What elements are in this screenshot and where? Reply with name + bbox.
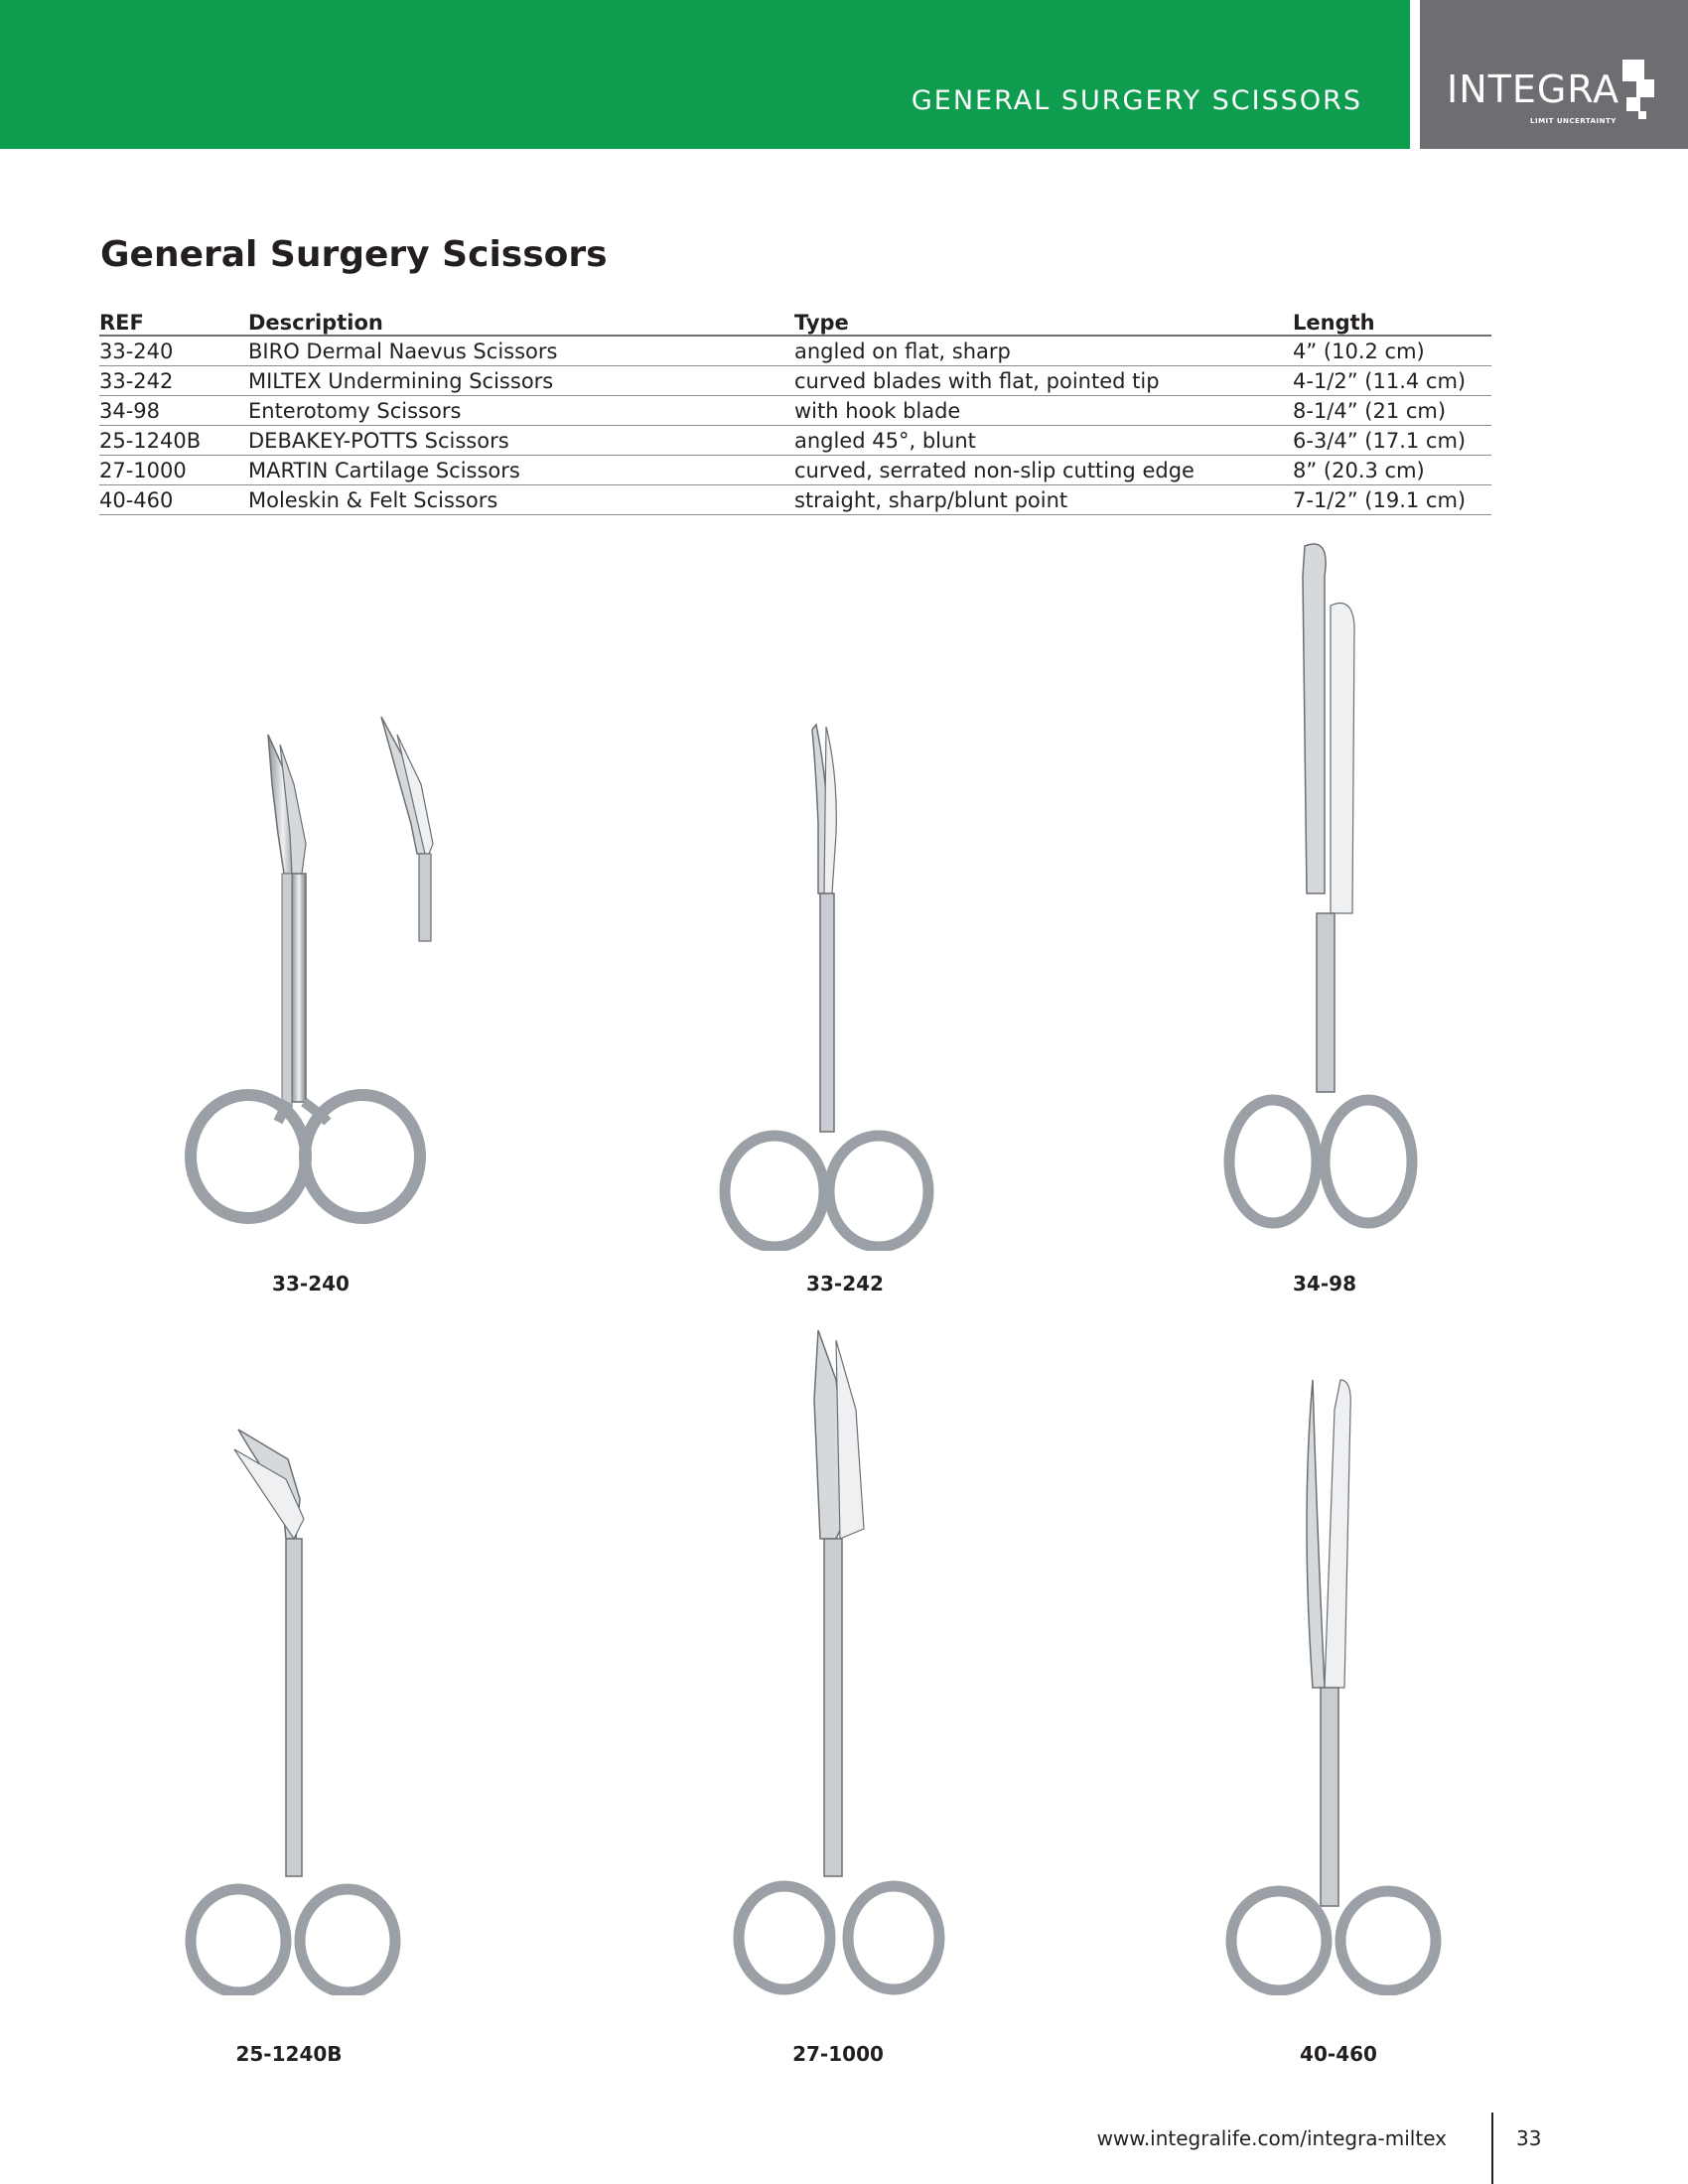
section-label: GENERAL SURGERY SCISSORS — [911, 85, 1362, 116]
scissors-33-242-image — [715, 715, 953, 1251]
page-title: General Surgery Scissors — [100, 234, 608, 275]
product-caption: 27-1000 — [792, 2042, 884, 2066]
cell-type: curved blades with flat, pointed tip — [794, 366, 1293, 396]
cell-description: BIRO Dermal Naevus Scissors — [248, 336, 794, 366]
product-caption: 25-1240B — [235, 2042, 343, 2066]
cell-type: angled on flat, sharp — [794, 336, 1293, 366]
page-number: 33 — [1516, 2126, 1542, 2150]
table-header-row — [99, 308, 1491, 336]
table-row — [99, 396, 1491, 426]
spec-table — [99, 308, 1491, 515]
table-row — [99, 426, 1491, 456]
column-header-length: Length — [1293, 308, 1491, 336]
cell-length: 8” (20.3 cm) — [1293, 456, 1491, 485]
product-caption: 34-98 — [1293, 1272, 1356, 1296]
column-header-ref: REF — [99, 308, 248, 336]
logo-tagline: LIMIT UNCERTAINTY — [1530, 117, 1617, 125]
cell-type: angled 45°, blunt — [794, 426, 1293, 456]
table-row — [99, 456, 1491, 485]
cell-length: 8-1/4” (21 cm) — [1293, 396, 1491, 426]
cell-description: Enterotomy Scissors — [248, 396, 794, 426]
cell-type: curved, serrated non-slip cutting edge — [794, 456, 1293, 485]
header-banner — [0, 0, 1410, 149]
cell-ref: 25-1240B — [99, 426, 248, 456]
scissors-25-1240B-image — [179, 1420, 417, 1995]
column-header-description: Description — [248, 308, 794, 336]
integra-logo: INTEGRA — [1447, 68, 1620, 111]
cell-description: Moleskin & Felt Scissors — [248, 485, 794, 515]
cell-length: 4-1/2” (11.4 cm) — [1293, 366, 1491, 396]
scissors-27-1000-image — [725, 1320, 963, 1995]
product-caption: 33-240 — [272, 1272, 350, 1296]
scissors-33-240-inset-image — [377, 715, 457, 943]
cell-ref: 33-242 — [99, 366, 248, 396]
column-header-type: Type — [794, 308, 1293, 336]
cell-ref: 34-98 — [99, 396, 248, 426]
table-row — [99, 485, 1491, 515]
product-caption: 33-242 — [806, 1272, 884, 1296]
product-caption: 40-460 — [1300, 2042, 1377, 2066]
logo-squares-icon — [1609, 60, 1658, 129]
cell-type: with hook blade — [794, 396, 1293, 426]
cell-ref: 40-460 — [99, 485, 248, 515]
cell-ref: 27-1000 — [99, 456, 248, 485]
cell-type: straight, sharp/blunt point — [794, 485, 1293, 515]
footer-divider — [1491, 2113, 1493, 2184]
scissors-40-460-image — [1221, 1370, 1460, 1995]
cell-ref: 33-240 — [99, 336, 248, 366]
cell-description: MILTEX Undermining Scissors — [248, 366, 794, 396]
table-row — [99, 366, 1491, 396]
cell-description: MARTIN Cartilage Scissors — [248, 456, 794, 485]
cell-length: 4” (10.2 cm) — [1293, 336, 1491, 366]
cell-length: 7-1/2” (19.1 cm) — [1293, 485, 1491, 515]
scissors-34-98-image — [1221, 536, 1420, 1251]
cell-description: DEBAKEY-POTTS Scissors — [248, 426, 794, 456]
cell-length: 6-3/4” (17.1 cm) — [1293, 426, 1491, 456]
footer-website-link[interactable]: www.integralife.com/integra-miltex — [1096, 2126, 1447, 2150]
table-row — [99, 336, 1491, 366]
